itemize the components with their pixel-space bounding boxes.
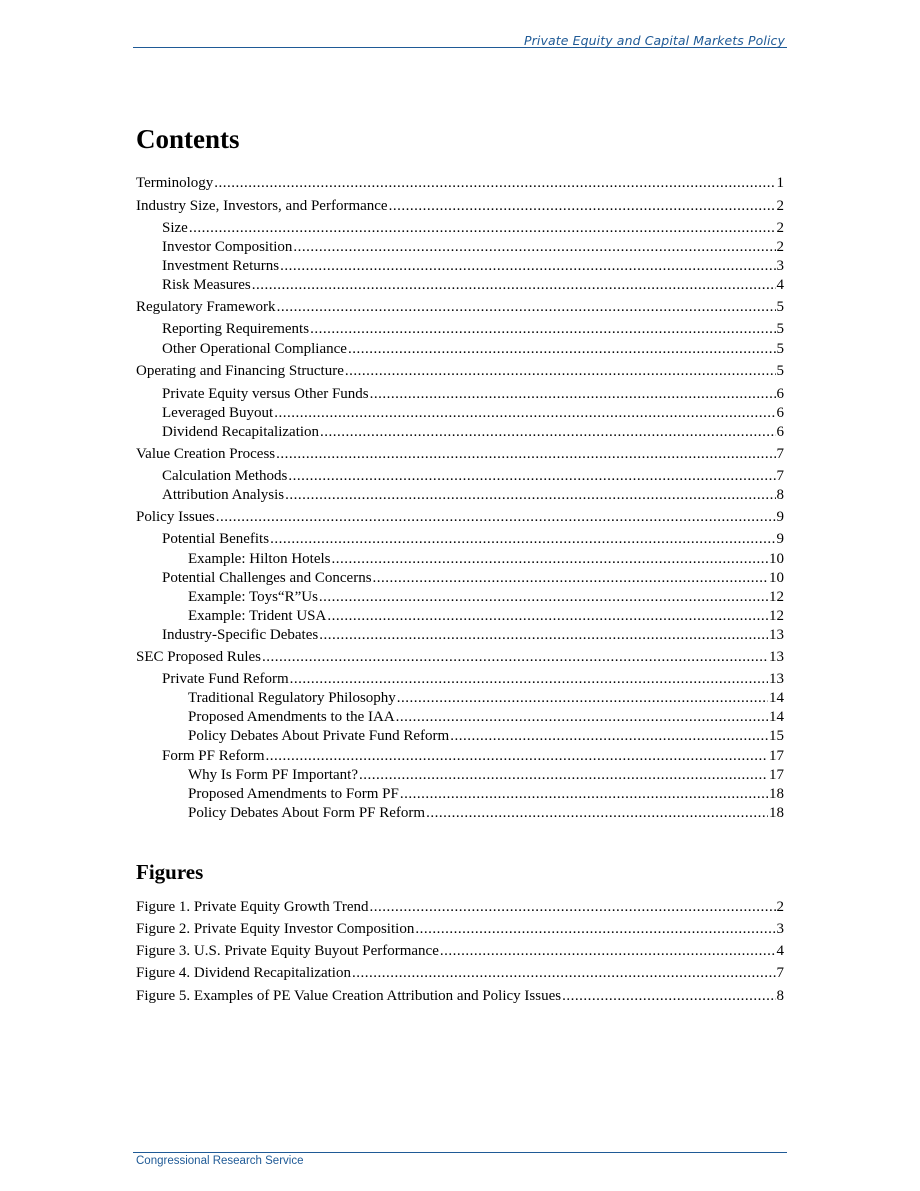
toc-entry[interactable] xyxy=(136,588,784,607)
toc-entry-page: 9 xyxy=(776,509,784,525)
toc-entry-page: 13 xyxy=(769,671,784,687)
toc-entry-page: 17 xyxy=(769,767,784,783)
dot-leader xyxy=(370,898,776,917)
figure-entry[interactable] xyxy=(136,898,784,917)
toc-entry[interactable] xyxy=(136,385,784,404)
toc-entry[interactable] xyxy=(136,530,784,549)
contents-heading: Contents xyxy=(136,124,240,154)
toc-entry-title: Other Operational Compliance xyxy=(162,341,347,357)
toc-entry-title: Policy Issues xyxy=(136,509,215,525)
toc-entry-title: Investment Returns xyxy=(162,258,280,274)
dot-leader xyxy=(352,964,776,983)
figure-entry-page: 4 xyxy=(776,943,784,959)
dot-leader xyxy=(373,569,768,588)
dot-leader xyxy=(288,467,775,486)
toc-entry[interactable] xyxy=(136,508,784,527)
toc-entry-page: 15 xyxy=(769,728,784,744)
figure-entry-page: 2 xyxy=(776,899,784,915)
toc-entry-page: 7 xyxy=(776,468,784,484)
toc-entry-page: 12 xyxy=(769,589,784,605)
toc-entry-page: 8 xyxy=(776,487,784,503)
toc-entry-title: SEC Proposed Rules xyxy=(136,649,262,665)
dot-leader xyxy=(400,785,768,804)
toc-entry[interactable] xyxy=(136,340,784,359)
figure-entry[interactable] xyxy=(136,987,784,1006)
figure-entry-page: 3 xyxy=(776,921,784,937)
toc-entry-title: Proposed Amendments to the IAA xyxy=(188,709,395,725)
toc-entry[interactable] xyxy=(136,550,784,569)
toc-entry-page: 1 xyxy=(776,175,784,191)
figure-entry-title: Figure 5. Examples of PE Value Creation Attribution and Policy Issues xyxy=(136,988,562,1004)
figure-entry-title: Figure 2. Private Equity Investor Composition xyxy=(136,921,415,937)
figure-entry[interactable] xyxy=(136,964,784,983)
toc-entry[interactable] xyxy=(136,298,784,317)
toc-entry[interactable] xyxy=(136,467,784,486)
toc-entry-page: 18 xyxy=(769,786,784,802)
dot-leader xyxy=(397,689,768,708)
toc-entry-page: 13 xyxy=(769,649,784,665)
toc-entry[interactable] xyxy=(136,785,784,804)
dot-leader xyxy=(216,508,776,527)
toc-entry-title: Regulatory Framework xyxy=(136,299,276,315)
toc-entry-title: Leveraged Buyout xyxy=(162,405,274,421)
toc-entry[interactable] xyxy=(136,486,784,505)
header-divider xyxy=(133,47,787,48)
toc-entry[interactable] xyxy=(136,670,784,689)
toc-entry[interactable] xyxy=(136,648,784,667)
toc-entry-title: Reporting Requirements xyxy=(162,321,310,337)
dot-leader xyxy=(189,219,776,238)
running-header: Private Equity and Capital Markets Policy xyxy=(524,33,785,48)
toc-entry[interactable] xyxy=(136,708,784,727)
toc-entry-page: 10 xyxy=(769,570,784,586)
toc-entry[interactable] xyxy=(136,362,784,381)
dot-leader xyxy=(348,340,776,359)
toc-entry-page: 13 xyxy=(769,627,784,643)
toc-entry[interactable] xyxy=(136,766,784,785)
toc-entry-title: Example: Trident USA xyxy=(188,608,327,624)
toc-entry-title: Example: Hilton Hotels xyxy=(188,551,331,567)
dot-leader xyxy=(277,298,776,317)
toc-entry-page: 5 xyxy=(776,341,784,357)
figure-entry[interactable] xyxy=(136,942,784,961)
dot-leader xyxy=(440,942,776,961)
toc-entry-title: Calculation Methods xyxy=(162,468,288,484)
dot-leader xyxy=(426,804,768,823)
toc-entry-title: Traditional Regulatory Philosophy xyxy=(188,690,396,706)
toc-entry-title: Industry-Specific Debates xyxy=(162,627,319,643)
toc-entry-title: Private Fund Reform xyxy=(162,671,289,687)
toc-entry[interactable] xyxy=(136,607,784,626)
toc-entry[interactable] xyxy=(136,626,784,645)
toc-entry[interactable] xyxy=(136,569,784,588)
dot-leader xyxy=(415,920,775,939)
dot-leader xyxy=(293,238,775,257)
toc-entry-page: 10 xyxy=(769,551,784,567)
toc-entry[interactable] xyxy=(136,257,784,276)
toc-entry[interactable] xyxy=(136,747,784,766)
dot-leader xyxy=(396,708,768,727)
toc-entry-title: Why Is Form PF Important? xyxy=(188,767,358,783)
figure-entry-page: 7 xyxy=(776,965,784,981)
toc-entry-page: 12 xyxy=(769,608,784,624)
toc-entry-title: Proposed Amendments to Form PF xyxy=(188,786,399,802)
toc-entry-title: Size xyxy=(162,220,188,236)
toc-entry[interactable] xyxy=(136,320,784,339)
toc-entry-title: Form PF Reform xyxy=(162,748,265,764)
figure-entry-page: 8 xyxy=(776,988,784,1004)
dot-leader xyxy=(280,257,775,276)
toc-entry-title: Industry Size, Investors, and Performance xyxy=(136,198,388,214)
dot-leader xyxy=(214,174,775,193)
toc-entry-page: 14 xyxy=(769,709,784,725)
toc-entry-page: 4 xyxy=(776,277,784,293)
dot-leader xyxy=(320,423,775,442)
toc-entry-title: Operating and Financing Structure xyxy=(136,363,344,379)
dot-leader xyxy=(262,648,768,667)
dot-leader xyxy=(331,550,768,569)
dot-leader xyxy=(327,607,768,626)
toc-entry-title: Potential Challenges and Concerns xyxy=(162,570,372,586)
toc-entry-page: 3 xyxy=(776,258,784,274)
footer-divider xyxy=(133,1152,787,1153)
dot-leader xyxy=(274,404,775,423)
toc-entry[interactable] xyxy=(136,423,784,442)
toc-entry-page: 2 xyxy=(776,198,784,214)
toc-entry-title: Attribution Analysis xyxy=(162,487,285,503)
toc-entry[interactable] xyxy=(136,276,784,295)
dot-leader xyxy=(359,766,768,785)
dot-leader xyxy=(290,670,768,689)
figure-entry-title: Figure 3. U.S. Private Equity Buyout Performance xyxy=(136,943,439,959)
dot-leader xyxy=(252,276,776,295)
dot-leader xyxy=(562,987,775,1006)
dot-leader xyxy=(285,486,775,505)
toc-entry-page: 5 xyxy=(776,299,784,315)
toc-entry-title: Policy Debates About Private Fund Reform xyxy=(188,728,450,744)
toc-entry-page: 6 xyxy=(776,424,784,440)
toc-entry[interactable] xyxy=(136,238,784,257)
toc-entry-title: Potential Benefits xyxy=(162,531,270,547)
dot-leader xyxy=(370,385,776,404)
toc-entry-page: 14 xyxy=(769,690,784,706)
toc-entry-title: Investor Composition xyxy=(162,239,293,255)
toc-entry-page: 6 xyxy=(776,386,784,402)
toc-entry[interactable] xyxy=(136,197,784,216)
toc-entry-title: Example: Toys“R”Us xyxy=(188,589,318,605)
dot-leader xyxy=(389,197,776,216)
toc-entry-title: Private Equity versus Other Funds xyxy=(162,386,369,402)
toc-entry-page: 2 xyxy=(776,220,784,236)
toc-entry-page: 17 xyxy=(769,748,784,764)
toc-entry-page: 6 xyxy=(776,405,784,421)
toc-entry-page: 2 xyxy=(776,239,784,255)
toc-entry[interactable] xyxy=(136,404,784,423)
toc-entry-title: Terminology xyxy=(136,175,214,191)
dot-leader xyxy=(310,320,775,339)
toc-entry-title: Value Creation Process xyxy=(136,446,276,462)
figure-entry-title: Figure 1. Private Equity Growth Trend xyxy=(136,899,369,915)
dot-leader xyxy=(319,626,768,645)
toc-entry-title: Dividend Recapitalization xyxy=(162,424,320,440)
figure-entry-title: Figure 4. Dividend Recapitalization xyxy=(136,965,351,981)
figure-entry[interactable] xyxy=(136,920,784,939)
dot-leader xyxy=(345,362,776,381)
toc-entry-page: 7 xyxy=(776,446,784,462)
toc-entry-title: Risk Measures xyxy=(162,277,251,293)
toc-entry[interactable] xyxy=(136,727,784,746)
dot-leader xyxy=(266,747,768,766)
footer-publisher: Congressional Research Service xyxy=(136,1155,304,1167)
dot-leader xyxy=(319,588,768,607)
toc-entry[interactable] xyxy=(136,445,784,464)
dot-leader xyxy=(276,445,775,464)
toc-entry-page: 5 xyxy=(776,321,784,337)
toc-entry-page: 18 xyxy=(769,805,784,821)
toc-entry[interactable] xyxy=(136,804,784,823)
dot-leader xyxy=(270,530,775,549)
figures-heading: Figures xyxy=(136,860,204,884)
dot-leader xyxy=(450,727,768,746)
toc-entry[interactable] xyxy=(136,689,784,708)
toc-entry[interactable] xyxy=(136,174,784,193)
toc-entry[interactable] xyxy=(136,219,784,238)
toc-entry-page: 9 xyxy=(776,531,784,547)
toc-entry-title: Policy Debates About Form PF Reform xyxy=(188,805,426,821)
toc-entry-page: 5 xyxy=(776,363,784,379)
